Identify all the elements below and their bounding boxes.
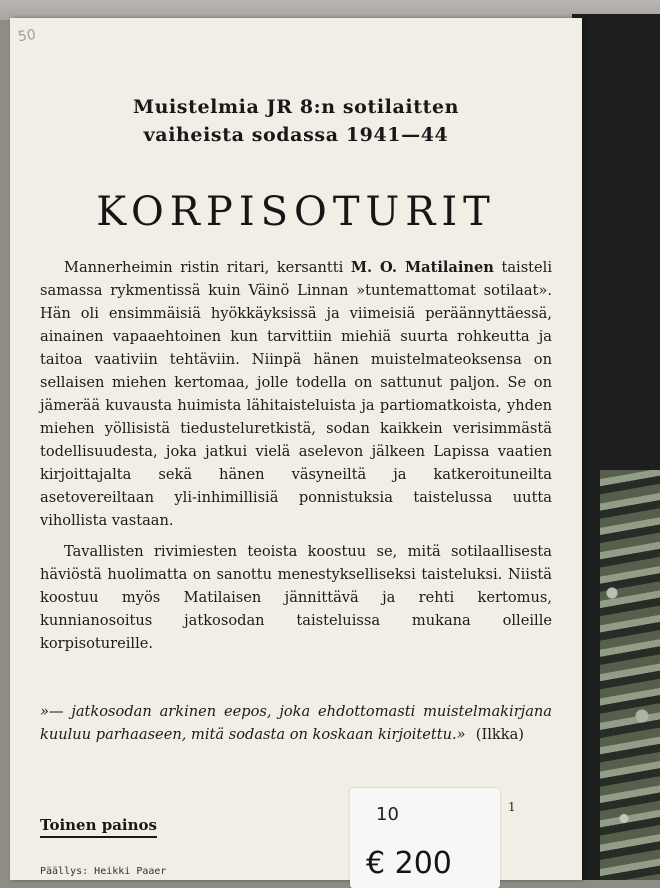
paragraph-2: Tavallisten rivimiesten teoista koostuu se, mitä sotilaallisesta häviöstä huolimatta on sanottu menestykselliseksi taisteluksi. Niistä koostuu myös Matilaisen jännittävä ja rehti kertomus, kunnianosoitus jatkosodan taisteluissa mukana olleille korpisotureille.	[40, 543, 552, 652]
review-quote	[40, 700, 552, 746]
cover-credit: Päällys: Heikki Paaer	[40, 866, 167, 877]
subtitle-line-2: vaiheista sodassa 1941—44	[143, 124, 449, 146]
page-number: 1	[508, 800, 516, 814]
subtitle-line-1: Muistelmia JR 8:n sotilaitten	[132, 96, 460, 118]
spine-pattern	[600, 470, 660, 880]
pencil-note: 50	[16, 26, 37, 46]
author-name: M. O. Matilainen	[350, 259, 494, 276]
subtitle	[10, 93, 582, 149]
quote-source: (Ilkka)	[475, 726, 524, 743]
quote-text: »— jatkosodan arkinen eepos, joka ehdottomasti muistelmakirjana kuuluu parhaaseen, mitä sodasta on koskaan kirjoitettu.»	[40, 703, 552, 743]
paragraph-1-rest: taisteli samassa rykmentissä kuin Väinö Linnan »tuntemattomat sotilaat». Hän oli ensimmäisiä hyökkäyksissä ja viimeisiä peräännyttäessä, ainainen vapaaehtoinen kun tarvittiin miehiä suurta rohkeutta ja taitoa vaativiin tehtäviin. Niinpä hänen muistelmateoksensa on sellaisen miehen kertomaa, jolle todella on sattunut paljon. Se on jämerää kuvausta huimista lähitaisteluista ja partiomatkoista, yhden miehen yöllisistä tiedusteluretkistä, sodan kaikkein verisimmästä todellisuudesta, joka jatkui vielä aselevon jälkeen Lapissa vaatien kirjoittajalta sekä hänen väsyneiltä ja katkeroituneilta asetovereiltaan yli-inhimillisiä ponnistuksia taistelussa uutta vihollista vastaan.	[40, 259, 553, 529]
price-sticker-price: € 200	[366, 846, 452, 881]
blurb-text	[40, 256, 552, 663]
book-flap-page	[10, 18, 582, 880]
paragraph-1-intro: Mannerheimin ristin ritari, kersantti	[64, 259, 351, 276]
edition-label: Toinen painos	[40, 816, 157, 838]
price-sticker-top: 10	[376, 804, 399, 825]
paragraph-1	[40, 256, 552, 532]
book-title: KORPISOTURIT	[96, 189, 496, 235]
background-surface	[0, 0, 660, 20]
